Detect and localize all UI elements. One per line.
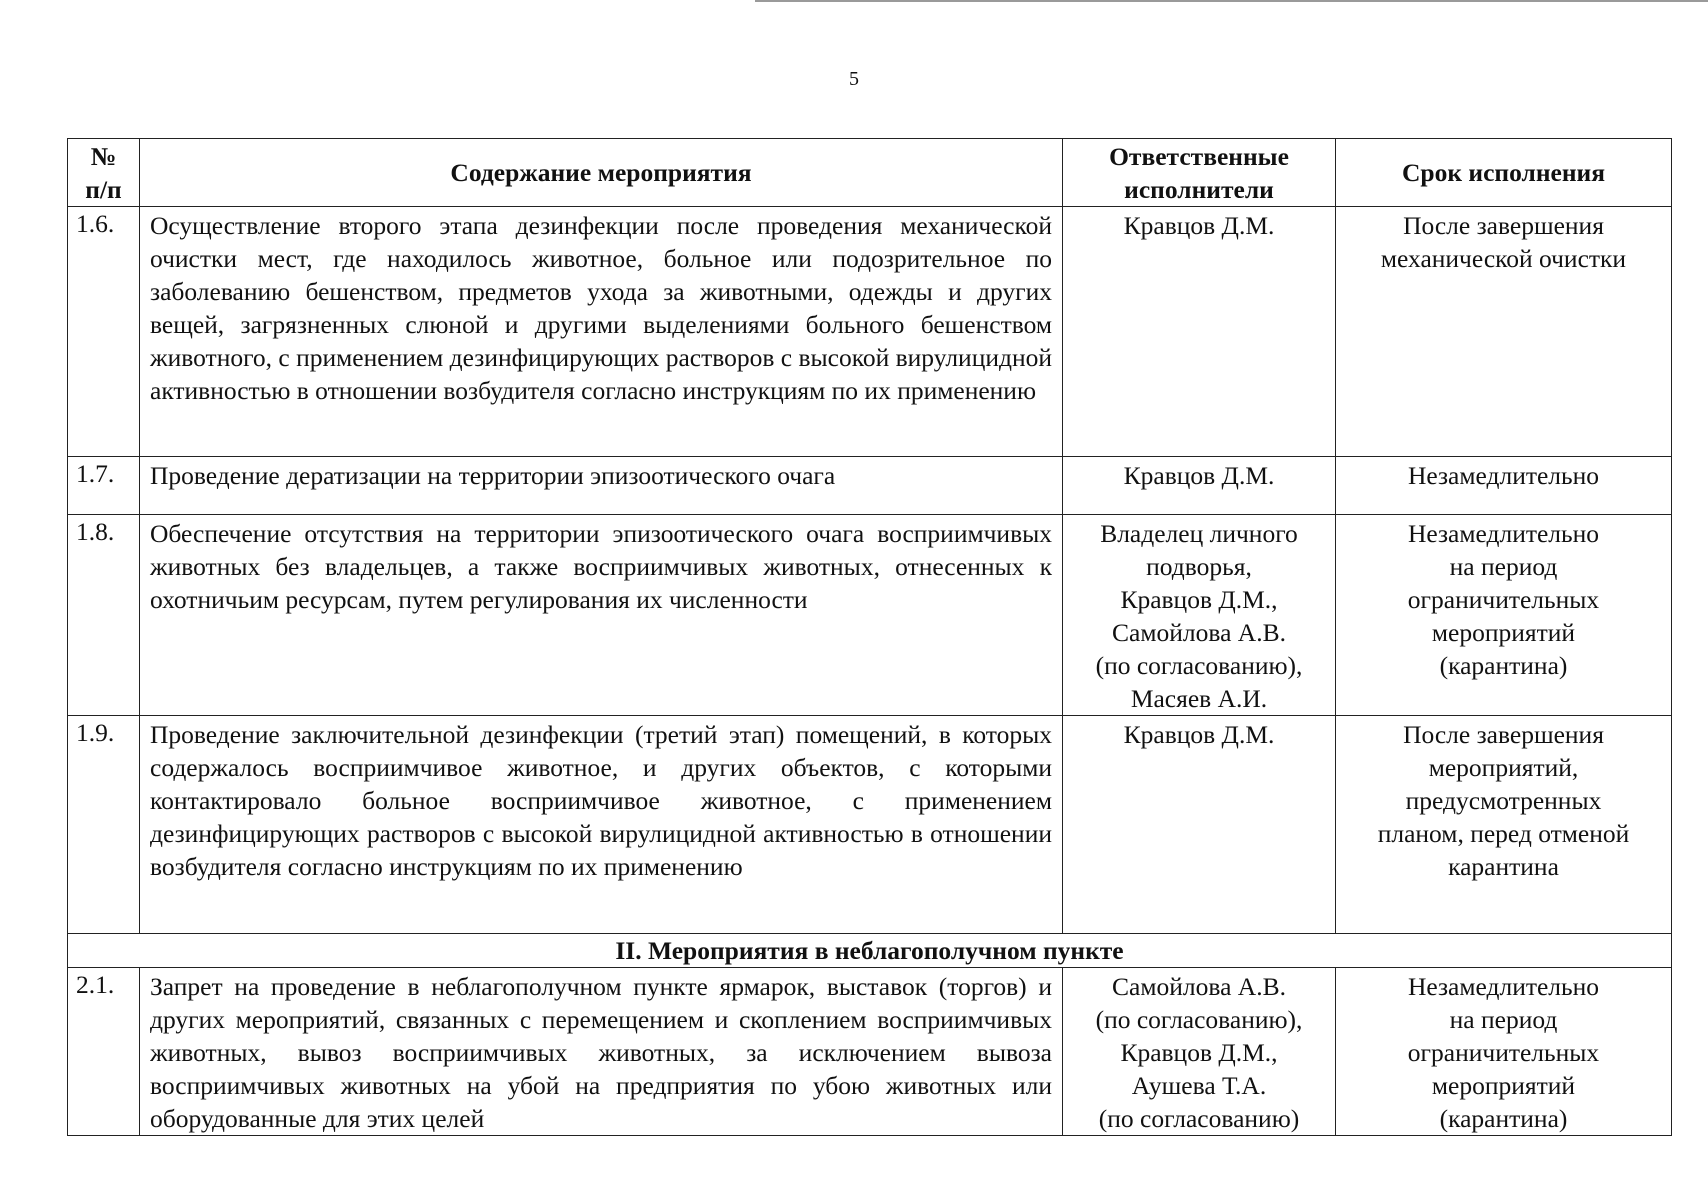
header-content: Содержание мероприятия: [140, 139, 1063, 207]
responsible-line: Масяев А.И.: [1130, 684, 1268, 713]
responsible-line: (по согласованию): [1098, 1104, 1300, 1133]
row-term: [1336, 457, 1672, 515]
row-responsible: [1063, 716, 1336, 934]
page-number: 5: [849, 68, 859, 90]
term-line: Незамедлительно: [1407, 461, 1600, 490]
row-content: [140, 968, 1063, 1136]
term-line: После завершения: [1403, 211, 1604, 240]
table-row: [68, 716, 1672, 934]
row-number: 2.1.: [68, 968, 140, 1136]
term-line: мероприятий: [1431, 618, 1576, 647]
responsible-line: Кравцов Д.М.,: [1120, 585, 1278, 614]
header-responsible-line2: исполнители: [1124, 174, 1274, 204]
responsible-line: подворья,: [1146, 552, 1252, 581]
term-line: мероприятий,: [1428, 753, 1579, 782]
header-term: Срок исполнения: [1336, 139, 1672, 207]
row-term: [1336, 716, 1672, 934]
row-term: [1336, 515, 1672, 716]
term-line: После завершения: [1403, 720, 1604, 749]
row-number: 1.8.: [68, 515, 140, 716]
row-content: Обеспечение отсутствия на территории эпизоотического очага восприимчивых животных без владельцев, а также восприимчивых животных, отнесенных к охотничьим ресурсам, путем регулирования их численности: [140, 515, 1063, 716]
row-number: 1.7.: [68, 457, 140, 515]
section-title: II. Мероприятия в неблагополучном пункте: [68, 934, 1672, 968]
table-row: [68, 457, 1672, 515]
term-line: предусмотренных: [1405, 786, 1602, 815]
header-responsible: [1063, 139, 1336, 207]
responsible-line: (по согласованию),: [1095, 1005, 1303, 1034]
term-line: на период: [1449, 1005, 1558, 1034]
term-line: (карантина): [1439, 651, 1568, 680]
term-line: Незамедлительно: [1407, 519, 1600, 548]
responsible-line: Кравцов Д.М.: [1123, 461, 1275, 490]
row-responsible: [1063, 968, 1336, 1136]
header-responsible-line1: Ответственные: [1109, 141, 1289, 171]
measures-table: [67, 138, 1672, 1136]
responsible-line: Самойлова А.В.: [1112, 972, 1286, 1001]
row-responsible: [1063, 515, 1336, 716]
header-number-line2: п/п: [85, 174, 122, 204]
table-row: [68, 968, 1672, 1136]
term-line: Незамедлительно: [1407, 972, 1600, 1001]
row-content: Проведение дератизации на территории эпизоотического очага: [140, 457, 1063, 515]
row-content-text: Запрет на проведение в неблагополучном пункте ярмарок, выставок (торгов) и других мероприятий, связанных с перемещением и скоплением восприимчивых животных, вывоз восприимчивых животных, за исключением вывоза восприимчивых животных на убой на предприятия по убою животных или оборудованные для этих целей: [150, 972, 1052, 1133]
row-content: Проведение заключительной дезинфекции (третий этап) помещений, в которых содержалось восприимчивое животное, и других объектов, с которыми контактировало больное восприимчивое животное, с применением дезинфицирующих растворов с высокой вирулицидной активностью в отношении возбудителя согласно инструкциям по их применению: [140, 716, 1063, 934]
header-number: [68, 139, 140, 207]
table-row: [68, 207, 1672, 457]
row-responsible: [1063, 207, 1336, 457]
responsible-line: Кравцов Д.М.: [1123, 211, 1275, 240]
term-line: ограничительных: [1407, 1038, 1600, 1067]
term-line: механической очистки: [1380, 244, 1627, 273]
section-header-row: [68, 934, 1672, 968]
row-term: [1336, 207, 1672, 457]
term-line: планом, перед отменой: [1377, 819, 1630, 848]
row-number: 1.9.: [68, 716, 140, 934]
row-number: 1.6.: [68, 207, 140, 457]
term-line: на период: [1449, 552, 1558, 581]
responsible-line: (по согласованию),: [1095, 651, 1303, 680]
term-line: мероприятий: [1431, 1071, 1576, 1100]
top-rule: [755, 0, 1708, 2]
table-header-row: [68, 139, 1672, 207]
responsible-line: Самойлова А.В.: [1112, 618, 1286, 647]
table-row: [68, 515, 1672, 716]
row-term: [1336, 968, 1672, 1136]
row-responsible: [1063, 457, 1336, 515]
row-content: Осуществление второго этапа дезинфекции после проведения механической очистки мест, где находилось животное, больное или подозрительное по заболеванию бешенством, предметов ухода за животными, одежды и других вещей, загрязненных слюной и другими выделениями больного бешенством животного, с применением дезинфицирующих растворов с высокой вирулицидной активностью в отношении возбудителя согласно инструкциям по их применению: [140, 207, 1063, 457]
term-line: ограничительных: [1407, 585, 1600, 614]
responsible-line: Кравцов Д.М.,: [1120, 1038, 1278, 1067]
term-line: карантина: [1448, 852, 1559, 881]
term-line: (карантина): [1439, 1104, 1568, 1133]
responsible-line: Владелец личного: [1100, 519, 1298, 548]
responsible-line: Кравцов Д.М.: [1123, 720, 1275, 749]
header-number-line1: №: [90, 141, 117, 171]
responsible-line: Аушева Т.А.: [1131, 1071, 1267, 1100]
